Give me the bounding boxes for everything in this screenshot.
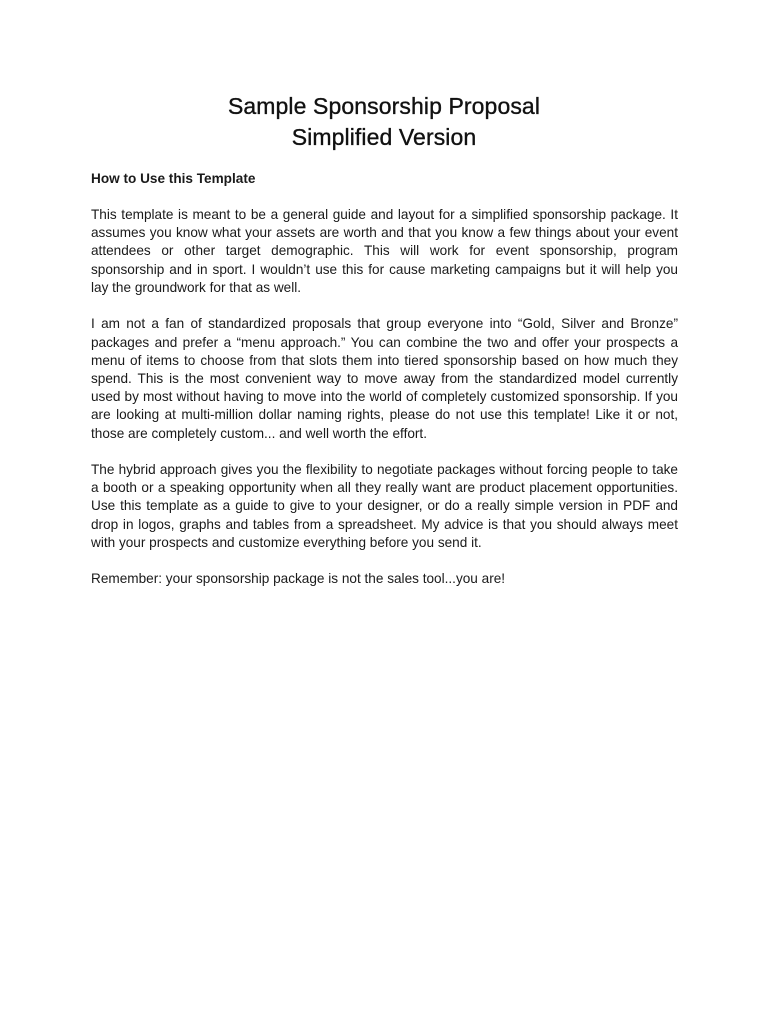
document-body bbox=[91, 170, 678, 607]
paragraph-1: This template is meant to be a general guide and layout for a simplified sponsorship package. It assumes you know what your assets are worth and that you know a few things about your event attendees or other target demographic. This will work for event sponsorship, program sponsorship and in sport. I wouldn’t use this for cause marketing campaigns but it will help you lay the groundwork for that as well. bbox=[91, 207, 678, 295]
title-block bbox=[0, 91, 768, 153]
section-heading: How to Use this Template bbox=[91, 171, 256, 186]
paragraph-2: I am not a fan of standardized proposals that group everyone into “Gold, Silver and Bronze” packages and prefer a “menu approach.” You can combine the two and offer your prospects a menu of items to choose from that slots them into tiered sponsorship based on how much they spend. This is the most convenient way to move away from the standardized model currently used by most without having to move into the world of completely customized sponsorship. If you are looking at multi-million dollar naming rights, please do not use this template! Like it or not, those are completely custom... and well worth the effort. bbox=[91, 316, 678, 441]
paragraph-3: The hybrid approach gives you the flexibility to negotiate packages without forcing people to take a booth or a speaking opportunity when all they really want are product placement opportunities. Use this template as a guide to give to your designer, or do a really simple version in PDF and drop in logos, graphs and tables from a spreadsheet. My advice is that you should always meet with your prospects and customize everything before you send it. bbox=[91, 462, 678, 550]
document-subtitle: Simplified Version bbox=[291, 124, 477, 150]
document-title: Sample Sponsorship Proposal bbox=[227, 93, 541, 119]
paragraph-4: Remember: your sponsorship package is not the sales tool...you are! bbox=[91, 571, 506, 587]
